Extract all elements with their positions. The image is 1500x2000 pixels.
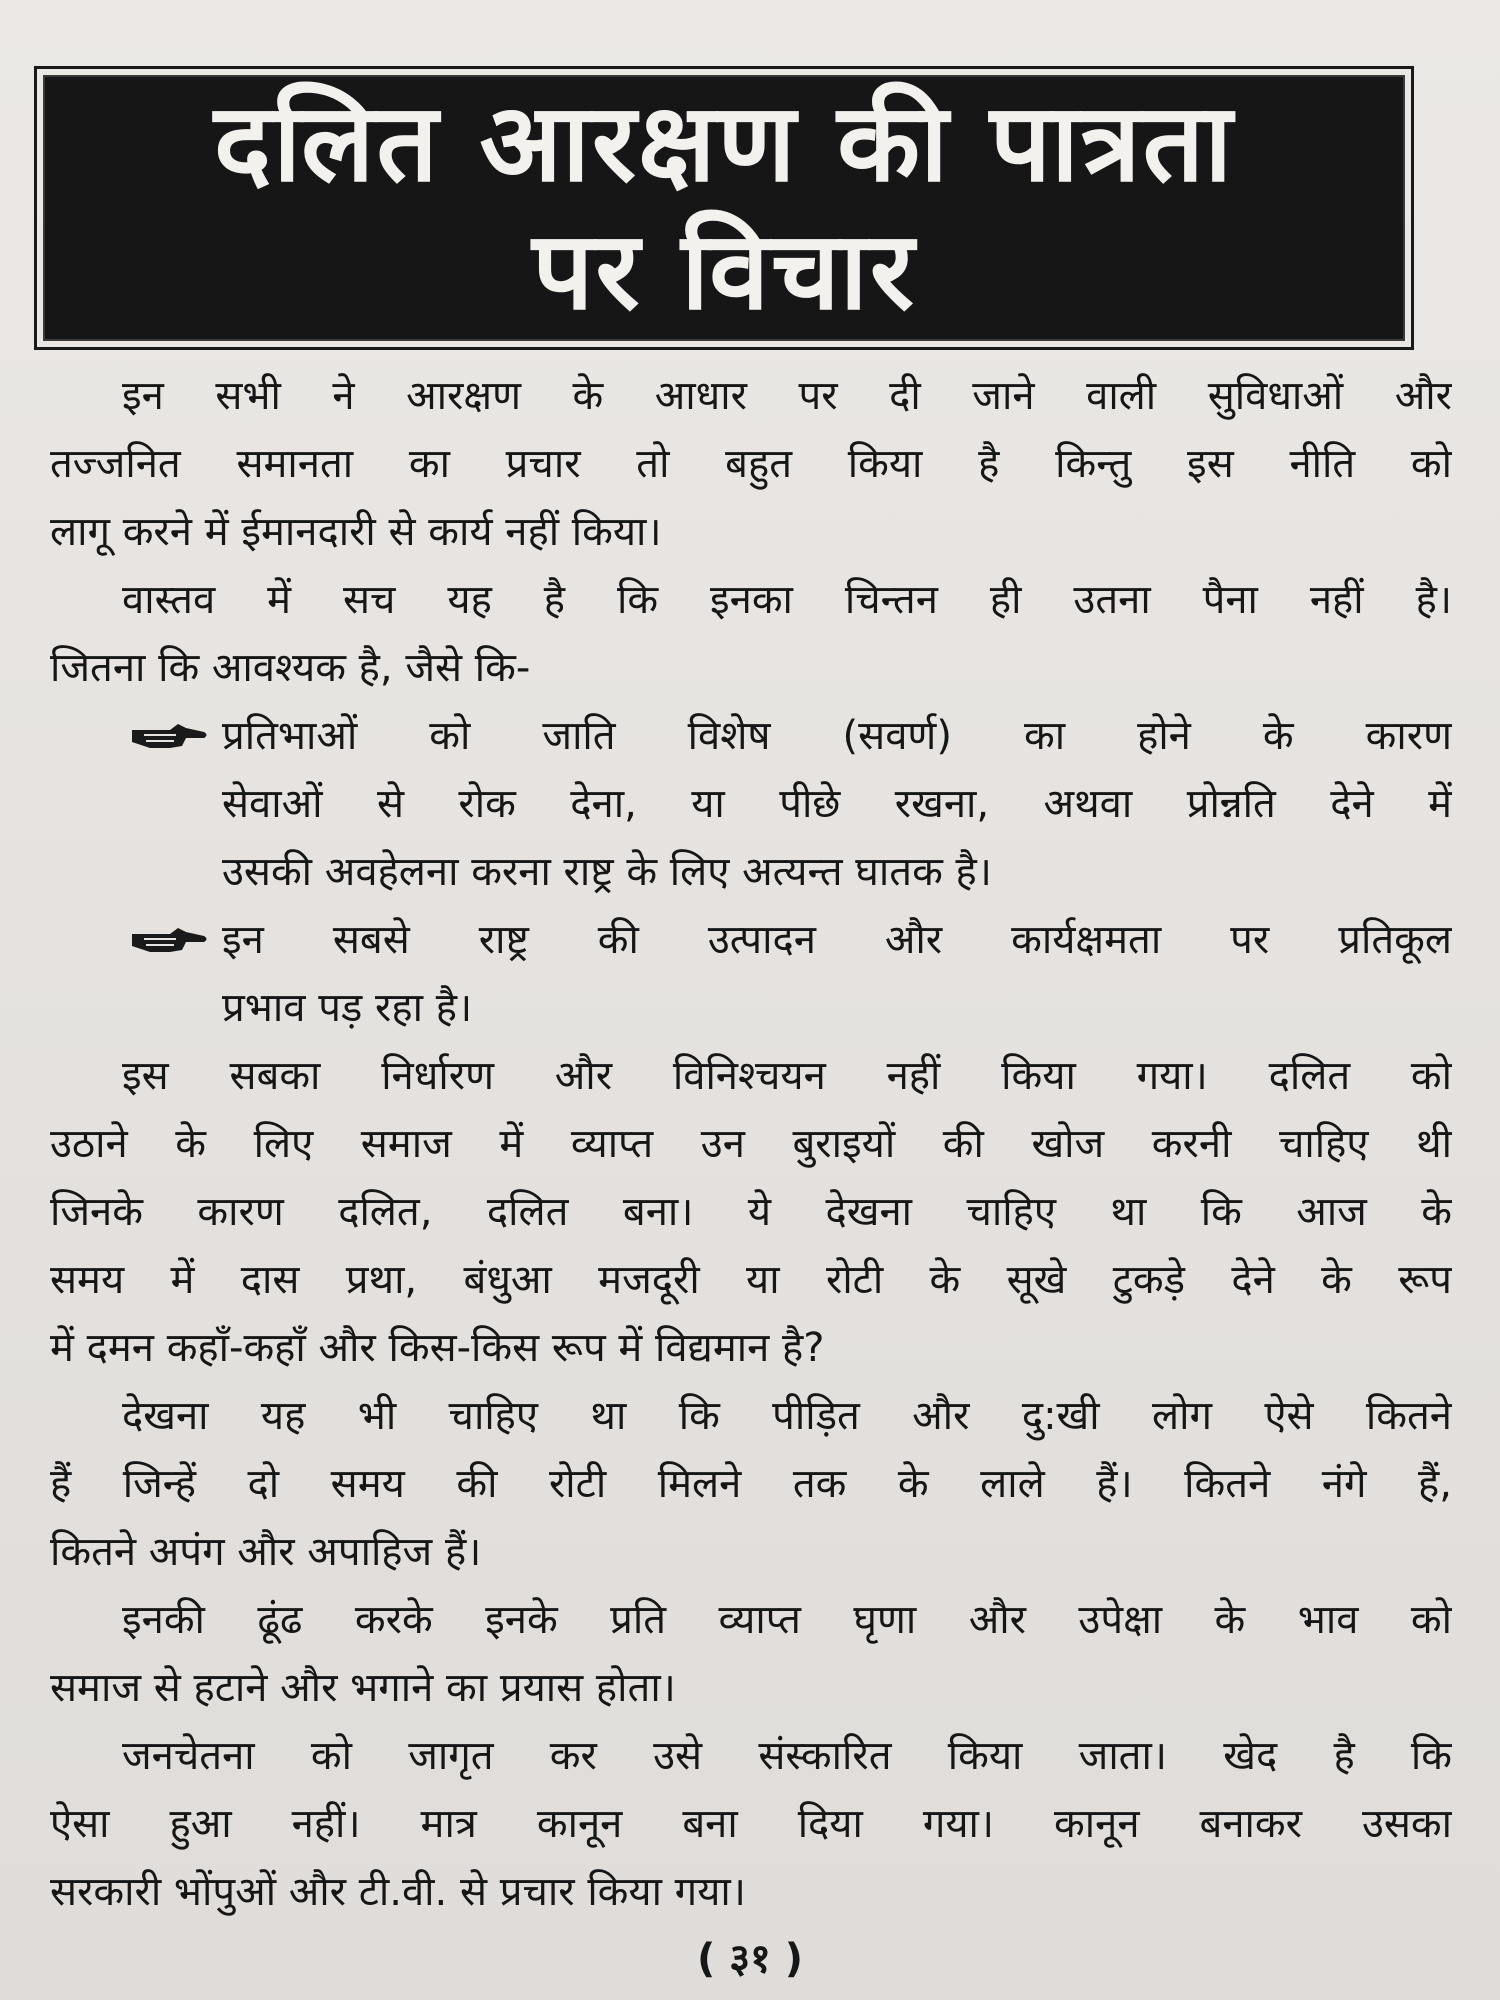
- paragraph-4: [50, 1382, 1452, 1586]
- text-line: हैं जिन्हें दो समय की रोटी मिलने तक के लाले हैं। कितने नंगे हैं,: [50, 1461, 1452, 1507]
- text-line: जिनके कारण दलित, दलित बना। ये देखना चाहिए था कि आज के: [50, 1189, 1452, 1235]
- text-line: वास्तव में सच यह है कि इनका चिन्तन ही उतना पैना नहीं है।: [122, 577, 1452, 623]
- paragraph-5: [50, 1586, 1452, 1722]
- paragraph-2: [50, 566, 1452, 702]
- body-text: [50, 362, 1452, 1926]
- bullet-line: उसकी अवहेलना करना राष्ट्र के लिए अत्यन्त घातक है।: [222, 849, 992, 895]
- text-line: इस सबका निर्धारण और विनिश्चयन नहीं किया गया। दलित को: [122, 1053, 1452, 1099]
- text-line: में दमन कहाँ-कहाँ और किस-किस रूप में विद्यमान है?: [50, 1325, 825, 1371]
- paragraph-3: [50, 1042, 1452, 1382]
- bullet-text: प्रतिभाओं को जाति विशेष (सवर्ण) का होने के कारण: [222, 713, 1452, 759]
- text-line: उठाने के लिए समाज में व्याप्त उन बुराइयों की खोज करनी चाहिए थी: [50, 1121, 1452, 1167]
- title-line-1: दलित आरक्षण की पात्रता: [213, 81, 1235, 206]
- title-box: [43, 75, 1405, 341]
- paragraph-6: [50, 1722, 1452, 1926]
- text-line: जनचेतना को जागृत कर उसे संस्कारित किया जाता। खेद है कि: [122, 1733, 1452, 1779]
- text-line: इन सभी ने आरक्षण के आधार पर दी जाने वाली सुविधाओं और: [122, 373, 1452, 419]
- bullet-line: प्रभाव पड़ रहा है।: [222, 985, 473, 1031]
- text-line: देखना यह भी चाहिए था कि पीड़ित और दु:खी लोग ऐसे कितने: [122, 1393, 1452, 1439]
- text-line: जितना कि आवश्यक है, जैसे कि-: [50, 645, 531, 691]
- pointing-hand-icon: [130, 922, 210, 958]
- page-number: ( ३१ ): [696, 1936, 803, 1982]
- text-line: सरकारी भोंपुओं और टी.वी. से प्रचार किया गया।: [50, 1869, 746, 1915]
- pointing-hand-icon: [130, 718, 210, 754]
- bullet-line: सेवाओं से रोक देना, या पीछे रखना, अथवा प्रोन्नति देने में: [222, 781, 1452, 827]
- title-frame: [34, 66, 1414, 350]
- bullet-line: [50, 702, 1452, 770]
- text-line: लागू करने में ईमानदारी से कार्य नहीं किया।: [50, 509, 662, 555]
- text-line: ऐसा हुआ नहीं। मात्र कानून बना दिया गया। कानून बनाकर उसका: [50, 1801, 1452, 1847]
- bullet-text: इन सबसे राष्ट्र की उत्पादन और कार्यक्षमता पर प्रतिकूल: [222, 917, 1452, 963]
- text-line: तज्जनित समानता का प्रचार तो बहुत किया है किन्तु इस नीति को: [50, 441, 1452, 487]
- bullet-item-2: [50, 906, 1452, 1042]
- paragraph-1: [50, 362, 1452, 566]
- text-line: समय में दास प्रथा, बंधुआ मजदूरी या रोटी के सूखे टुकड़े देने के रूप: [50, 1257, 1452, 1303]
- text-line: कितने अपंग और अपाहिज हैं।: [50, 1529, 482, 1575]
- bullet-item-1: [50, 702, 1452, 906]
- text-line: इनकी ढूंढ करके इनके प्रति व्याप्त घृणा और उपेक्षा के भाव को: [122, 1597, 1452, 1643]
- title-line-2: पर विचार: [532, 209, 916, 334]
- bullet-line: [50, 906, 1452, 974]
- text-line: समाज से हटाने और भगाने का प्रयास होता।: [50, 1665, 676, 1711]
